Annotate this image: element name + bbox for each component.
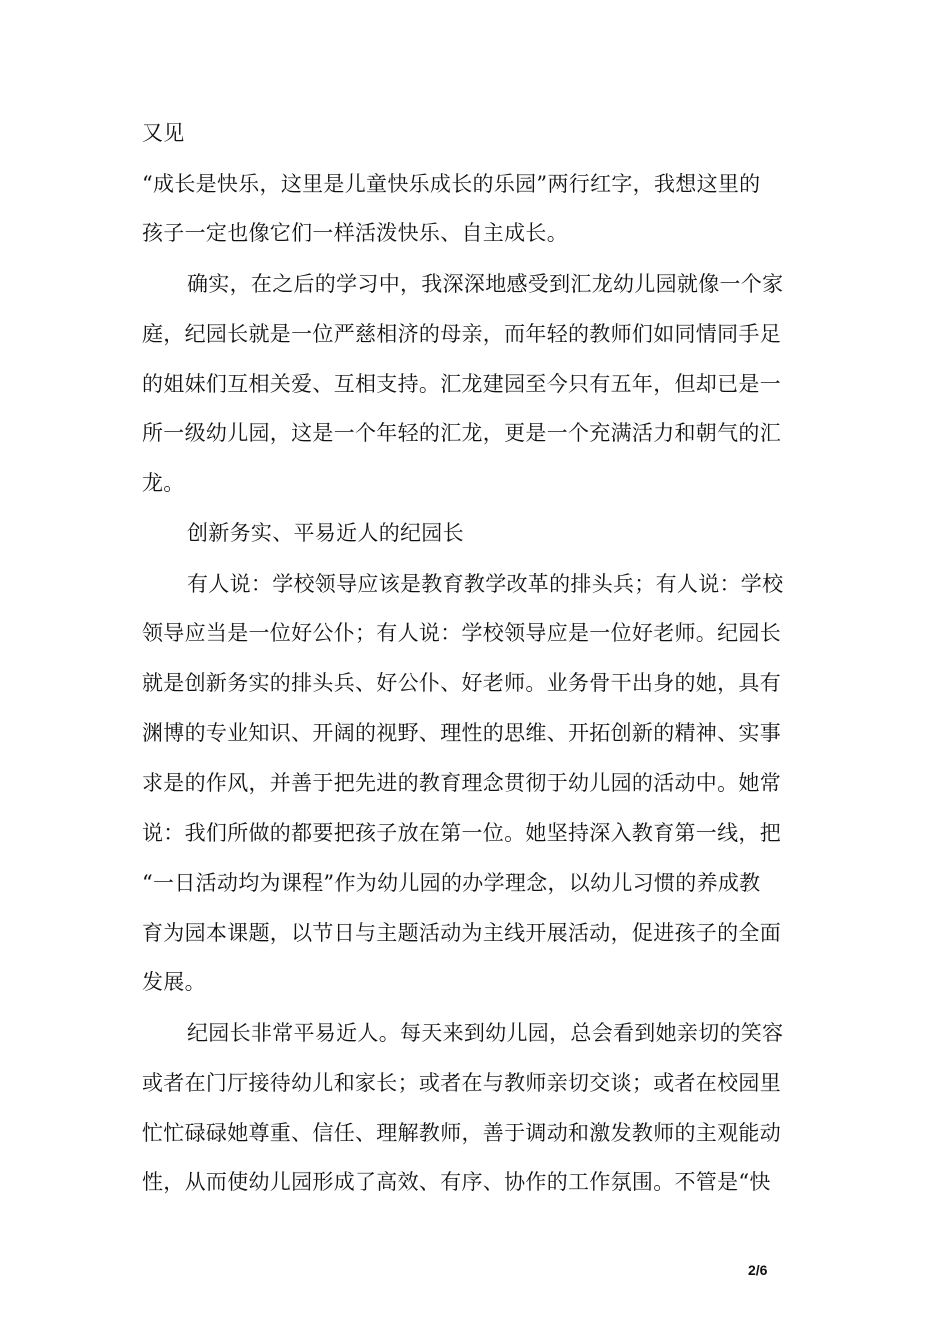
text-line: 性，从而使幼儿园形成了高效、有序、协作的工作氛围。不管是“快 [142,1170,771,1194]
text-line: “成长是快乐，这里是儿童快乐成长的乐园”两行红字，我想这里的 [142,172,761,196]
paragraph-first-line: 确实，在之后的学习中，我深深地感受到汇龙幼儿园就像一个家 [187,272,784,296]
text-line: 说：我们所做的都要把孩子放在第一位。她坚持深入教育第一线，把 [142,821,781,845]
text-line: 庭，纪园长就是一位严慈相济的母亲，而年轻的教师们如同情同手足 [142,322,781,346]
text-line: 又见 [142,121,185,145]
paragraph-first-line: 有人说：学校领导应该是教育教学改革的排头兵；有人说：学校 [187,572,784,596]
text-line: 求是的作风，并善于把先进的教育理念贯彻于幼儿园的活动中。她常 [142,771,781,795]
page-number: 2/6 [748,1262,768,1278]
section-heading: 创新务实、平易近人的纪园长 [187,521,464,545]
text-line: 忙忙碌碌她尊重、信任、理解教师，善于调动和激发教师的主观能动 [142,1121,781,1145]
text-line: 的姐妹们互相关爱、互相支持。汇龙建园至今只有五年，但却已是一 [142,372,781,396]
paragraph-first-line: 纪园长非常平易近人。每天来到幼儿园，总会看到她亲切的笑容 [187,1021,784,1045]
text-line: 就是创新务实的排头兵、好公仆、好老师。业务骨干出身的她，具有 [142,671,781,695]
text-line: 领导应当是一位好公仆；有人说：学校领导应是一位好老师。纪园长 [142,621,781,645]
text-line: 所一级幼儿园，这是一个年轻的汇龙，更是一个充满活力和朝气的汇 [142,421,781,445]
text-line: “一日活动均为课程”作为幼儿园的办学理念，以幼儿习惯的养成教 [142,871,761,895]
text-line: 发展。 [142,970,206,994]
text-line: 育为园本课题，以节日与主题活动为主线开展活动，促进孩子的全面 [142,921,781,945]
text-line: 龙。 [142,471,185,495]
text-line: 或者在门厅接待幼儿和家长；或者在与教师亲切交谈；或者在校园里 [142,1071,781,1095]
text-line: 孩子一定也像它们一样活泼快乐、自主成长。 [142,221,568,245]
text-line: 渊博的专业知识、开阔的视野、理性的思维、开拓创新的精神、实事 [142,721,781,745]
